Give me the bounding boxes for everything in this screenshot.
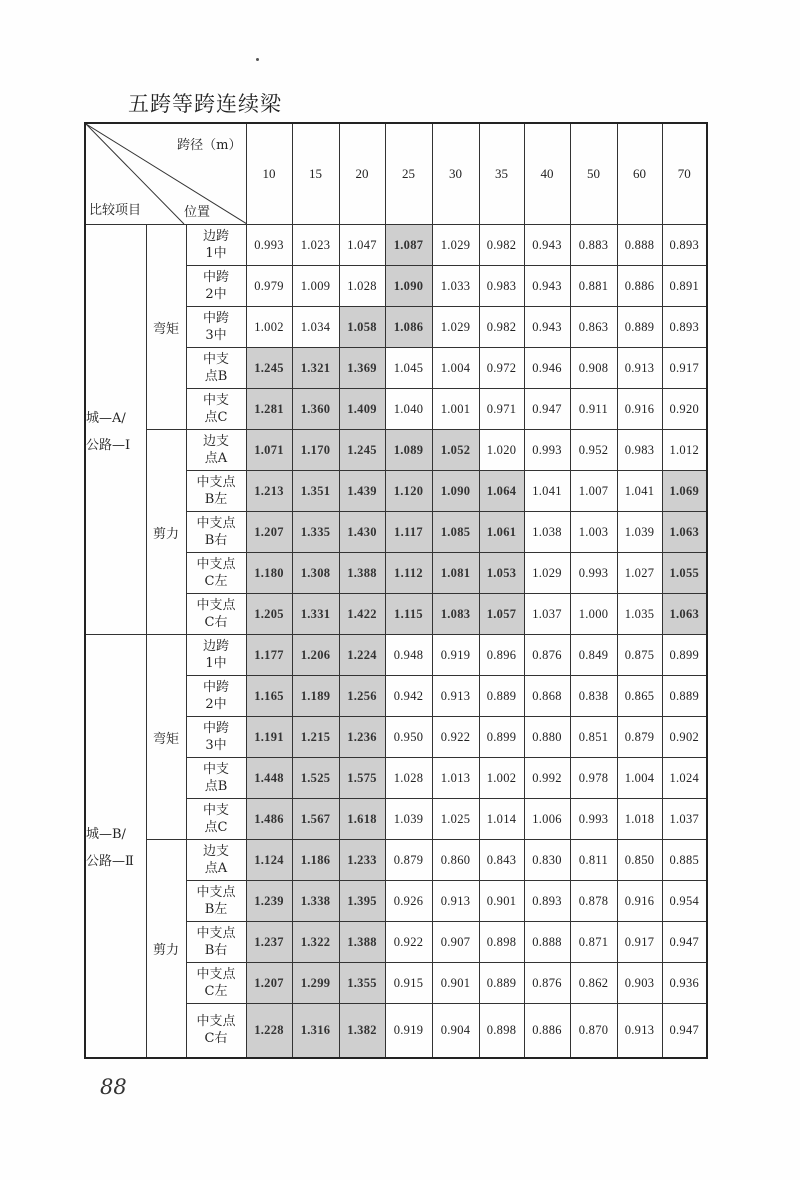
- value-cell: 1.207: [246, 512, 292, 553]
- value-cell: 0.901: [479, 881, 524, 922]
- value-cell: 0.942: [385, 676, 432, 717]
- value-cell: 1.245: [339, 430, 385, 471]
- value-cell: 1.041: [524, 471, 570, 512]
- value-cell: 0.919: [385, 1004, 432, 1058]
- position-line2: 3中: [205, 328, 227, 343]
- position-line1: 中支: [202, 352, 229, 367]
- value-cell: 1.228: [246, 1004, 292, 1058]
- value-cell: 1.020: [479, 430, 524, 471]
- value-cell: 1.055: [662, 553, 707, 594]
- value-cell: 1.040: [385, 389, 432, 430]
- position-line1: 中支点: [196, 885, 236, 900]
- value-cell: 0.943: [524, 307, 570, 348]
- value-cell: 0.947: [662, 1004, 707, 1058]
- value-cell: 1.027: [617, 553, 662, 594]
- value-cell: 1.002: [246, 307, 292, 348]
- position-cell: [186, 963, 246, 1004]
- value-cell: 1.085: [432, 512, 479, 553]
- value-cell: 0.893: [662, 225, 707, 266]
- value-cell: 0.946: [524, 348, 570, 389]
- value-cell: 1.057: [479, 594, 524, 635]
- span-header: 60: [617, 123, 662, 225]
- span-header: 35: [479, 123, 524, 225]
- value-cell: 1.090: [385, 266, 432, 307]
- position-cell: [186, 471, 246, 512]
- value-cell: 0.979: [246, 266, 292, 307]
- value-cell: 0.889: [479, 676, 524, 717]
- span-header: 70: [662, 123, 707, 225]
- table-row: [85, 430, 707, 471]
- value-cell: 1.028: [339, 266, 385, 307]
- value-cell: 1.409: [339, 389, 385, 430]
- value-cell: 0.901: [432, 963, 479, 1004]
- value-cell: 1.083: [432, 594, 479, 635]
- value-cell: 0.950: [385, 717, 432, 758]
- value-cell: 0.913: [432, 881, 479, 922]
- value-cell: 1.335: [292, 512, 339, 553]
- value-cell: 0.954: [662, 881, 707, 922]
- value-cell: 1.316: [292, 1004, 339, 1058]
- value-cell: 1.486: [246, 799, 292, 840]
- position-line1: 中支点: [196, 926, 236, 941]
- position-line1: 中跨: [202, 311, 229, 326]
- position-line2: C右: [204, 615, 228, 630]
- value-cell: 1.369: [339, 348, 385, 389]
- value-cell: 0.888: [617, 225, 662, 266]
- value-cell: 0.898: [479, 922, 524, 963]
- position-line1: 中支: [202, 762, 229, 777]
- value-cell: 0.896: [479, 635, 524, 676]
- value-cell: 0.916: [617, 881, 662, 922]
- span-label: 跨径（m）: [177, 138, 242, 153]
- table-row: [85, 840, 707, 881]
- position-line2: 1中: [205, 246, 227, 261]
- page-number: 88: [100, 1075, 127, 1099]
- value-cell: 1.004: [432, 348, 479, 389]
- position-line2: 2中: [205, 697, 227, 712]
- value-cell: 1.007: [570, 471, 617, 512]
- span-header: 25: [385, 123, 432, 225]
- position-line1: 边跨: [202, 229, 229, 244]
- value-cell: 1.003: [570, 512, 617, 553]
- position-line2: C左: [204, 984, 228, 999]
- value-cell: 1.360: [292, 389, 339, 430]
- value-cell: 1.575: [339, 758, 385, 799]
- value-cell: 1.009: [292, 266, 339, 307]
- value-cell: 1.064: [479, 471, 524, 512]
- value-cell: 1.086: [385, 307, 432, 348]
- value-cell: 0.913: [617, 348, 662, 389]
- value-cell: 1.186: [292, 840, 339, 881]
- value-cell: 0.838: [570, 676, 617, 717]
- value-cell: 1.025: [432, 799, 479, 840]
- load-class-line2: 公路—Ⅰ: [86, 437, 131, 453]
- value-cell: 1.430: [339, 512, 385, 553]
- table-row: [85, 635, 707, 676]
- value-cell: 1.388: [339, 553, 385, 594]
- value-cell: 1.299: [292, 963, 339, 1004]
- value-cell: 1.177: [246, 635, 292, 676]
- value-cell: 0.920: [662, 389, 707, 430]
- value-cell: 0.903: [617, 963, 662, 1004]
- value-cell: 1.037: [524, 594, 570, 635]
- value-cell: 0.992: [524, 758, 570, 799]
- value-cell: 0.878: [570, 881, 617, 922]
- header-row: [85, 123, 707, 225]
- value-cell: 0.885: [662, 840, 707, 881]
- value-cell: 1.039: [385, 799, 432, 840]
- value-cell: 0.978: [570, 758, 617, 799]
- value-cell: 1.052: [432, 430, 479, 471]
- value-cell: 0.904: [432, 1004, 479, 1058]
- position-line1: 中支点: [196, 516, 236, 531]
- value-cell: 1.237: [246, 922, 292, 963]
- value-cell: 0.849: [570, 635, 617, 676]
- position-line2: 点A: [204, 451, 228, 466]
- value-cell: 0.876: [524, 635, 570, 676]
- value-cell: 0.871: [570, 922, 617, 963]
- value-cell: 0.917: [662, 348, 707, 389]
- value-cell: 0.886: [617, 266, 662, 307]
- position-cell: [186, 266, 246, 307]
- value-cell: 1.439: [339, 471, 385, 512]
- category-cell: 剪力: [146, 430, 186, 635]
- value-cell: 1.087: [385, 225, 432, 266]
- position-line1: 中跨: [202, 270, 229, 285]
- value-cell: 1.448: [246, 758, 292, 799]
- position-cell: [186, 430, 246, 471]
- position-line1: 中支点: [196, 1014, 236, 1030]
- position-line2: 点C: [204, 820, 228, 835]
- value-cell: 1.165: [246, 676, 292, 717]
- value-cell: 1.205: [246, 594, 292, 635]
- value-cell: 0.917: [617, 922, 662, 963]
- value-cell: 1.395: [339, 881, 385, 922]
- coefficient-table: [84, 122, 708, 1059]
- value-cell: 1.213: [246, 471, 292, 512]
- value-cell: 0.947: [662, 922, 707, 963]
- load-class-line1: 城—B/: [86, 826, 126, 842]
- value-cell: 1.038: [524, 512, 570, 553]
- value-cell: 0.899: [662, 635, 707, 676]
- position-line2: 2中: [205, 287, 227, 302]
- value-cell: 1.322: [292, 922, 339, 963]
- load-class-cell: [85, 225, 146, 635]
- position-cell: [186, 307, 246, 348]
- value-cell: 0.880: [524, 717, 570, 758]
- value-cell: 1.063: [662, 594, 707, 635]
- value-cell: 1.069: [662, 471, 707, 512]
- value-cell: 0.993: [570, 553, 617, 594]
- value-cell: 1.191: [246, 717, 292, 758]
- value-cell: 0.943: [524, 225, 570, 266]
- position-line1: 边支: [202, 434, 229, 449]
- position-cell: [186, 594, 246, 635]
- position-line1: 中支: [202, 803, 229, 818]
- value-cell: 1.033: [432, 266, 479, 307]
- value-cell: 1.028: [385, 758, 432, 799]
- category-cell: 剪力: [146, 840, 186, 1058]
- value-cell: 0.993: [524, 430, 570, 471]
- value-cell: 1.039: [617, 512, 662, 553]
- value-cell: 0.993: [570, 799, 617, 840]
- value-cell: 1.035: [617, 594, 662, 635]
- position-line2: 点B: [204, 779, 228, 794]
- value-cell: 1.382: [339, 1004, 385, 1058]
- position-cell: [186, 1004, 246, 1058]
- position-cell: [186, 881, 246, 922]
- value-cell: 1.351: [292, 471, 339, 512]
- value-cell: 1.001: [432, 389, 479, 430]
- value-cell: 1.189: [292, 676, 339, 717]
- value-cell: 1.321: [292, 348, 339, 389]
- value-cell: 1.120: [385, 471, 432, 512]
- position-line1: 中支点: [196, 967, 236, 982]
- position-line2: 点B: [204, 369, 228, 384]
- position-line2: B左: [204, 492, 228, 507]
- value-cell: 0.908: [570, 348, 617, 389]
- value-cell: 1.004: [617, 758, 662, 799]
- value-cell: 1.206: [292, 635, 339, 676]
- value-cell: 1.224: [339, 635, 385, 676]
- position-cell: [186, 676, 246, 717]
- position-cell: [186, 389, 246, 430]
- value-cell: 0.875: [617, 635, 662, 676]
- value-cell: 0.850: [617, 840, 662, 881]
- position-line2: 1中: [205, 656, 227, 671]
- header-corner: [85, 123, 246, 225]
- position-cell: [186, 348, 246, 389]
- position-cell: [186, 553, 246, 594]
- value-cell: 0.862: [570, 963, 617, 1004]
- value-cell: 0.993: [246, 225, 292, 266]
- value-cell: 1.180: [246, 553, 292, 594]
- value-cell: 0.911: [570, 389, 617, 430]
- value-cell: 1.525: [292, 758, 339, 799]
- position-line1: 中跨: [202, 721, 229, 736]
- value-cell: 1.013: [432, 758, 479, 799]
- value-cell: 0.879: [385, 840, 432, 881]
- position-line1: 边支: [202, 844, 229, 859]
- span-header: 50: [570, 123, 617, 225]
- position-line1: 边跨: [202, 639, 229, 654]
- span-header: 30: [432, 123, 479, 225]
- value-cell: 1.233: [339, 840, 385, 881]
- value-cell: 1.215: [292, 717, 339, 758]
- value-cell: 0.865: [617, 676, 662, 717]
- value-cell: 1.071: [246, 430, 292, 471]
- value-cell: 1.170: [292, 430, 339, 471]
- position-line1: 中支: [202, 393, 229, 408]
- value-cell: 0.971: [479, 389, 524, 430]
- position-line2: B右: [204, 533, 228, 548]
- position-line2: 3中: [205, 738, 227, 753]
- position-cell: [186, 840, 246, 881]
- load-class-cell: [85, 635, 146, 1058]
- value-cell: 1.061: [479, 512, 524, 553]
- span-header: 10: [246, 123, 292, 225]
- value-cell: 0.893: [662, 307, 707, 348]
- value-cell: 1.047: [339, 225, 385, 266]
- value-cell: 1.053: [479, 553, 524, 594]
- position-line1: 中支点: [196, 475, 236, 490]
- value-cell: 1.024: [662, 758, 707, 799]
- load-class-line1: 城—A/: [86, 410, 126, 426]
- value-cell: 0.860: [432, 840, 479, 881]
- value-cell: 0.922: [385, 922, 432, 963]
- value-cell: 1.308: [292, 553, 339, 594]
- value-cell: 1.063: [662, 512, 707, 553]
- value-cell: 1.422: [339, 594, 385, 635]
- value-cell: 0.983: [479, 266, 524, 307]
- position-line2: C左: [204, 574, 228, 589]
- position-line1: 中跨: [202, 680, 229, 695]
- table-body: [85, 225, 707, 1058]
- value-cell: 1.207: [246, 963, 292, 1004]
- value-cell: 0.886: [524, 1004, 570, 1058]
- value-cell: 1.567: [292, 799, 339, 840]
- value-cell: 0.891: [662, 266, 707, 307]
- position-cell: [186, 799, 246, 840]
- value-cell: 0.898: [479, 1004, 524, 1058]
- value-cell: 0.876: [524, 963, 570, 1004]
- value-cell: 0.916: [617, 389, 662, 430]
- page-title: 五跨等跨连续梁: [128, 92, 282, 116]
- value-cell: 0.881: [570, 266, 617, 307]
- value-cell: 0.922: [432, 717, 479, 758]
- value-cell: 0.863: [570, 307, 617, 348]
- position-label: 位置: [184, 205, 211, 220]
- value-cell: 1.388: [339, 922, 385, 963]
- value-cell: 1.045: [385, 348, 432, 389]
- value-cell: 0.893: [524, 881, 570, 922]
- value-cell: 1.012: [662, 430, 707, 471]
- position-line2: B左: [204, 902, 228, 917]
- position-cell: [186, 922, 246, 963]
- value-cell: 0.943: [524, 266, 570, 307]
- value-cell: 1.014: [479, 799, 524, 840]
- value-cell: 0.952: [570, 430, 617, 471]
- value-cell: 0.830: [524, 840, 570, 881]
- value-cell: 0.899: [479, 717, 524, 758]
- position-cell: [186, 225, 246, 266]
- value-cell: 1.034: [292, 307, 339, 348]
- position-line2: B右: [204, 943, 228, 958]
- table-row: [85, 225, 707, 266]
- value-cell: 1.041: [617, 471, 662, 512]
- value-cell: 0.843: [479, 840, 524, 881]
- value-cell: 1.000: [570, 594, 617, 635]
- value-cell: 0.907: [432, 922, 479, 963]
- position-line1: 中支点: [196, 557, 236, 572]
- position-cell: [186, 758, 246, 799]
- value-cell: 1.338: [292, 881, 339, 922]
- value-cell: 0.936: [662, 963, 707, 1004]
- value-cell: 0.982: [479, 307, 524, 348]
- stray-dot: [256, 58, 259, 61]
- value-cell: 0.948: [385, 635, 432, 676]
- position-line2: C右: [204, 1031, 228, 1047]
- value-cell: 0.919: [432, 635, 479, 676]
- value-cell: 1.029: [524, 553, 570, 594]
- value-cell: 0.889: [479, 963, 524, 1004]
- span-header: 15: [292, 123, 339, 225]
- value-cell: 0.851: [570, 717, 617, 758]
- value-cell: 1.089: [385, 430, 432, 471]
- value-cell: 1.006: [524, 799, 570, 840]
- value-cell: 1.355: [339, 963, 385, 1004]
- position-cell: [186, 512, 246, 553]
- value-cell: 1.117: [385, 512, 432, 553]
- category-cell: 弯矩: [146, 225, 186, 430]
- value-cell: 1.256: [339, 676, 385, 717]
- value-cell: 1.245: [246, 348, 292, 389]
- position-line2: 点C: [204, 410, 228, 425]
- position-cell: [186, 635, 246, 676]
- value-cell: 0.913: [617, 1004, 662, 1058]
- value-cell: 1.090: [432, 471, 479, 512]
- value-cell: 0.913: [432, 676, 479, 717]
- value-cell: 0.982: [479, 225, 524, 266]
- value-cell: 1.236: [339, 717, 385, 758]
- load-class-line2: 公路—Ⅱ: [86, 853, 134, 869]
- value-cell: 0.947: [524, 389, 570, 430]
- value-cell: 1.239: [246, 881, 292, 922]
- span-header: 20: [339, 123, 385, 225]
- value-cell: 0.883: [570, 225, 617, 266]
- value-cell: 1.281: [246, 389, 292, 430]
- value-cell: 0.889: [617, 307, 662, 348]
- value-cell: 0.972: [479, 348, 524, 389]
- value-cell: 1.115: [385, 594, 432, 635]
- value-cell: 0.811: [570, 840, 617, 881]
- value-cell: 1.023: [292, 225, 339, 266]
- value-cell: 0.926: [385, 881, 432, 922]
- value-cell: 0.879: [617, 717, 662, 758]
- value-cell: 0.915: [385, 963, 432, 1004]
- value-cell: 1.002: [479, 758, 524, 799]
- position-line1: 中支点: [196, 598, 236, 613]
- span-header: 40: [524, 123, 570, 225]
- value-cell: 0.888: [524, 922, 570, 963]
- value-cell: 1.037: [662, 799, 707, 840]
- value-cell: 1.618: [339, 799, 385, 840]
- value-cell: 0.870: [570, 1004, 617, 1058]
- category-cell: 弯矩: [146, 635, 186, 840]
- item-label: 比较项目: [89, 203, 142, 218]
- value-cell: 1.018: [617, 799, 662, 840]
- value-cell: 0.983: [617, 430, 662, 471]
- value-cell: 1.112: [385, 553, 432, 594]
- value-cell: 1.029: [432, 225, 479, 266]
- value-cell: 0.902: [662, 717, 707, 758]
- position-cell: [186, 717, 246, 758]
- value-cell: 0.868: [524, 676, 570, 717]
- value-cell: 1.081: [432, 553, 479, 594]
- value-cell: 1.029: [432, 307, 479, 348]
- value-cell: 1.058: [339, 307, 385, 348]
- position-line2: 点A: [204, 861, 228, 876]
- value-cell: 0.889: [662, 676, 707, 717]
- value-cell: 1.124: [246, 840, 292, 881]
- value-cell: 1.331: [292, 594, 339, 635]
